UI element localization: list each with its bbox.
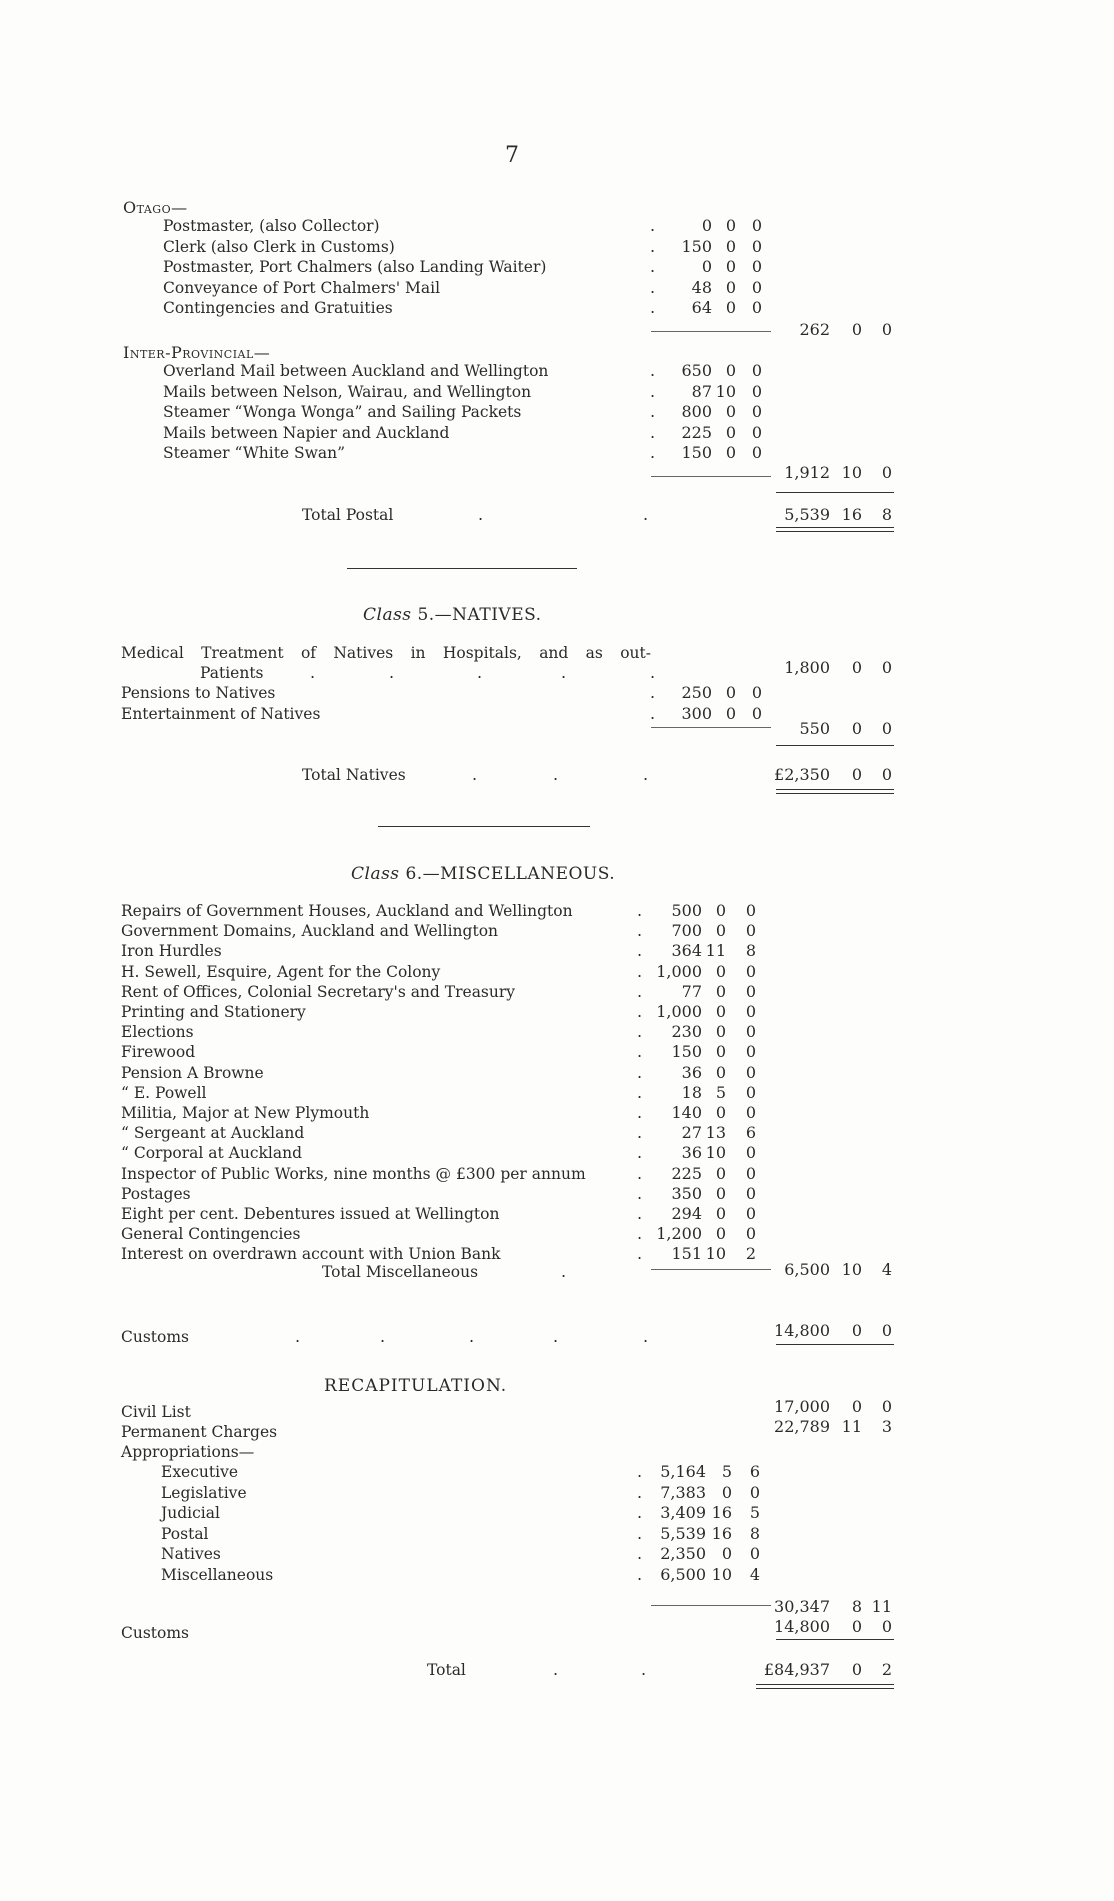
misc-title-rest: 6.—MISCELLANEOUS.: [405, 864, 616, 884]
row-pence: 0: [749, 1482, 760, 1502]
leader-dot: .: [637, 901, 643, 920]
row-shillings: 16: [711, 1503, 732, 1522]
inter-provincial-heading: Inter-Provincial—: [123, 343, 271, 362]
natives-rule: [651, 727, 771, 728]
row-pounds: 5,539: [660, 1523, 706, 1543]
natives-medical-d: 0: [881, 658, 892, 677]
row-shillings: 5: [715, 1082, 726, 1102]
recap-appr-total-l: 30,347: [774, 1597, 830, 1616]
row-pence: 8: [749, 1523, 760, 1543]
row-pounds: 36: [681, 1143, 702, 1163]
leader-dot: .: [650, 703, 656, 723]
row-shillings: 0: [715, 1224, 726, 1244]
row-label: Rent of Offices, Colonial Secretary's and Treasury: [121, 982, 516, 1001]
row-pounds: 2,350: [660, 1544, 706, 1563]
row-pence: 0: [751, 443, 762, 462]
row-shillings: 0: [715, 961, 726, 981]
row-label: Postmaster, (also Collector): [163, 217, 380, 235]
recap-total-l: £84,937: [763, 1660, 830, 1679]
leader-dot: .: [637, 941, 643, 961]
row-pence: 0: [751, 683, 762, 702]
row-shillings: 0: [725, 422, 736, 442]
row-shillings: 0: [715, 1022, 726, 1042]
row-pounds: 500: [671, 901, 702, 920]
row-label: Executive: [161, 1463, 239, 1481]
row-pence: 0: [751, 381, 762, 401]
leader-dot: .: [650, 236, 656, 256]
row-label: H. Sewell, Esquire, Agent for the Colony: [121, 962, 441, 981]
row-pence: 0: [745, 1204, 756, 1223]
recap-permanent-s: 11: [841, 1417, 862, 1436]
leader-dot: .: [637, 1103, 643, 1122]
misc-rule: [651, 1269, 771, 1270]
row-label: Pension A Browne: [121, 1063, 264, 1082]
misc-total-l: 6,500: [784, 1260, 830, 1279]
recap-rule: [651, 1605, 771, 1606]
row-pounds: 150: [681, 236, 712, 256]
row-label: “ E. Powell: [121, 1083, 207, 1102]
row-label: Elections: [121, 1023, 194, 1042]
otago-rule: [651, 331, 771, 332]
row-pounds: 294: [671, 1204, 702, 1223]
recap-title: RECAPITULATION.: [324, 1376, 508, 1396]
customs-rule: [776, 1344, 894, 1345]
row-label: Legislative: [161, 1483, 247, 1502]
row-label: Repairs of Government Houses, Auckland and Wellington: [121, 902, 573, 920]
row-pounds: 300: [681, 703, 712, 723]
row-label: Inspector of Public Works, nine months @ £300 per annum: [121, 1164, 586, 1183]
recap-customs-d: 0: [881, 1617, 892, 1636]
row-pounds: 0: [701, 216, 712, 235]
row-shillings: 10: [715, 381, 736, 401]
leader-dot: .: [637, 1123, 643, 1143]
natives-total-d: 0: [881, 765, 892, 784]
leader-dot: .: [650, 402, 656, 421]
misc-total-d: 4: [881, 1260, 892, 1279]
row-shillings: 0: [721, 1482, 732, 1502]
row-label: Printing and Stationery: [121, 1003, 306, 1021]
ip-rule-2: [776, 492, 894, 493]
page-number: 7: [505, 143, 519, 168]
leader-dot: .: [637, 1503, 643, 1522]
row-label: Mails between Nelson, Wairau, and Wellington: [163, 382, 532, 401]
recap-permanent-l: 22,789: [774, 1417, 830, 1436]
row-label: General Contingencies: [121, 1225, 301, 1244]
natives-subtotal-s: 0: [851, 719, 862, 738]
leader-dot: .: [637, 1163, 643, 1183]
ip-subtotal-s: 10: [841, 463, 862, 482]
row-label: Firewood: [121, 1043, 196, 1062]
row-label: Eight per cent. Debentures issued at Wellington: [121, 1205, 500, 1223]
row-label: Miscellaneous: [161, 1565, 274, 1584]
row-shillings: 10: [711, 1564, 732, 1584]
row-pounds: 700: [671, 921, 702, 941]
otago-heading: Otago—: [123, 198, 188, 217]
row-pence: 0: [745, 1143, 756, 1163]
row-pence: 0: [745, 1062, 756, 1082]
customs-s: 0: [851, 1321, 862, 1340]
row-shillings: 10: [705, 1143, 726, 1163]
recap-customs-s: 0: [851, 1617, 862, 1636]
total-postal-l: 5,539: [784, 505, 830, 524]
row-label: Entertainment of Natives: [121, 704, 321, 723]
ip-subtotal-d: 0: [881, 463, 892, 482]
leader-dot: .: [637, 1002, 643, 1021]
row-pence: 2: [745, 1244, 756, 1264]
row-label: Conveyance of Port Chalmers' Mail: [163, 278, 441, 297]
leader-dot: .: [637, 1462, 643, 1481]
row-label: Contingencies and Gratuities: [163, 299, 393, 317]
customs-label: Customs: [121, 1328, 190, 1346]
row-pounds: 1,000: [656, 1002, 702, 1021]
row-shillings: 0: [715, 1062, 726, 1082]
leader-dot: .: [637, 1143, 643, 1163]
row-pence: 0: [751, 298, 762, 317]
row-pence: 0: [745, 901, 756, 920]
row-pounds: 48: [691, 277, 712, 297]
row-pence: 0: [751, 216, 762, 235]
row-pounds: 36: [681, 1062, 702, 1082]
row-pence: 0: [751, 277, 762, 297]
row-pence: 0: [751, 361, 762, 380]
row-shillings: 0: [725, 683, 736, 702]
row-label: Postages: [121, 1184, 191, 1203]
row-pence: 6: [749, 1462, 760, 1481]
natives-title-italic: Class: [363, 605, 412, 625]
recap-appropriations-label: Appropriations—: [121, 1443, 255, 1461]
row-pence: 5: [749, 1503, 760, 1522]
row-pounds: 364: [671, 941, 702, 961]
row-pence: 8: [745, 941, 756, 961]
misc-total-s: 10: [841, 1260, 862, 1279]
row-pence: 0: [745, 921, 756, 941]
leader-dot: .: [637, 1022, 643, 1042]
row-pounds: 225: [681, 422, 712, 442]
row-shillings: 0: [725, 443, 736, 462]
row-shillings: 0: [725, 236, 736, 256]
natives-subtotal-d: 0: [881, 719, 892, 738]
leader-dot: .: [637, 1204, 643, 1223]
row-label: Overland Mail between Auckland and Wellington: [163, 362, 549, 380]
leader-dot: .: [637, 1544, 643, 1563]
row-label: Interest on overdrawn account with Union Bank: [121, 1245, 501, 1264]
row-pounds: 350: [671, 1183, 702, 1203]
natives-total-double-rule: [776, 789, 894, 794]
recap-total-label: Total: [427, 1661, 466, 1679]
row-shillings: 0: [725, 361, 736, 380]
row-pence: 0: [745, 1103, 756, 1122]
row-pounds: 800: [681, 402, 712, 421]
natives-total-label: Total Natives: [302, 766, 406, 784]
leader-dot: .: [637, 1224, 643, 1244]
total-postal-label: Total Postal: [302, 506, 394, 524]
natives-medical-s: 0: [851, 658, 862, 677]
leader-dot: .: [637, 1482, 643, 1502]
recap-permanent-label: Permanent Charges: [121, 1423, 278, 1441]
row-shillings: 0: [715, 901, 726, 920]
row-pounds: 1,000: [656, 961, 702, 981]
row-shillings: 0: [715, 981, 726, 1001]
row-label: Postmaster, Port Chalmers (also Landing Waiter): [163, 258, 547, 276]
leader-dot: .: [650, 361, 656, 380]
recap-customs-label: Customs: [121, 1624, 190, 1642]
row-pence: 4: [749, 1564, 760, 1584]
row-pounds: 140: [671, 1103, 702, 1122]
row-pounds: 150: [681, 443, 712, 462]
row-pounds: 1,200: [656, 1224, 702, 1244]
misc-title: [351, 864, 615, 884]
section-separator-2: [378, 826, 590, 827]
row-pounds: 650: [681, 361, 712, 380]
row-label: Postal: [161, 1524, 209, 1543]
recap-civil-list-s: 0: [851, 1397, 862, 1416]
leader-dot: .: [637, 1244, 643, 1264]
row-pence: 0: [745, 981, 756, 1001]
row-pence: 0: [745, 1224, 756, 1244]
row-pounds: 27: [681, 1123, 702, 1143]
misc-title-italic: Class: [351, 864, 400, 884]
row-pounds: 87: [691, 381, 712, 401]
inter-provincial-rule: [651, 476, 771, 477]
recap-total-d: 2: [881, 1660, 892, 1679]
row-shillings: 0: [725, 703, 736, 723]
row-shillings: 0: [725, 216, 736, 235]
natives-medical-line2: Patients: [200, 664, 264, 682]
row-label: “ Corporal at Auckland: [121, 1144, 302, 1163]
row-label: Iron Hurdles: [121, 942, 222, 961]
row-shillings: 0: [715, 1204, 726, 1223]
leader-dot: .: [637, 1523, 643, 1543]
leader-dot: .: [650, 443, 656, 462]
total-postal-s: 16: [841, 505, 862, 524]
row-pence: 0: [745, 1183, 756, 1203]
natives-medical-l: 1,800: [784, 658, 830, 677]
recap-total-double-rule: [756, 1684, 894, 1689]
leader-dot: .: [637, 1042, 643, 1062]
leader-dot: .: [650, 277, 656, 297]
row-pence: 0: [745, 1042, 756, 1062]
natives-title-rest: 5.—NATIVES.: [417, 605, 542, 625]
row-pence: 0: [751, 402, 762, 421]
row-pence: 6: [745, 1123, 756, 1143]
row-shillings: 0: [725, 298, 736, 317]
recap-total-s: 0: [851, 1660, 862, 1679]
row-pounds: 5,164: [660, 1462, 706, 1481]
recap-appr-total-d: 11: [871, 1597, 892, 1616]
row-shillings: 0: [715, 921, 726, 941]
row-shillings: 0: [715, 1103, 726, 1122]
natives-rule-2: [776, 745, 894, 746]
total-postal-d: 8: [881, 505, 892, 524]
recap-civil-list-l: 17,000: [774, 1397, 830, 1416]
row-pence: 0: [749, 1544, 760, 1563]
row-label: Steamer “Wonga Wonga” and Sailing Packets: [163, 403, 522, 421]
total-postal-double-rule: [776, 527, 894, 532]
row-pence: 0: [745, 1002, 756, 1021]
row-shillings: 0: [721, 1544, 732, 1563]
row-pence: 0: [751, 257, 762, 276]
row-pounds: 18: [681, 1082, 702, 1102]
row-label: Clerk (also Clerk in Customs): [163, 237, 395, 256]
row-pounds: 77: [681, 981, 702, 1001]
row-shillings: 0: [715, 1183, 726, 1203]
natives-total-s: 0: [851, 765, 862, 784]
row-pence: 0: [751, 703, 762, 723]
row-shillings: 0: [725, 257, 736, 276]
row-label: “ Sergeant at Auckland: [121, 1124, 305, 1143]
leader-dot: .: [478, 505, 484, 524]
leader-dot: .: [637, 1564, 643, 1584]
row-pence: 0: [745, 961, 756, 981]
customs-d: 0: [881, 1321, 892, 1340]
row-pence: 0: [745, 1082, 756, 1102]
leader-dot: .: [643, 505, 649, 524]
natives-total-l: £2,350: [774, 765, 830, 784]
natives-title: [363, 605, 542, 625]
row-shillings: 0: [725, 277, 736, 297]
row-shillings: 13: [705, 1123, 726, 1143]
recap-appr-total-s: 8: [851, 1597, 862, 1616]
leader-dot: .: [637, 1082, 643, 1102]
recap-customs-rule: [776, 1639, 894, 1640]
row-pounds: 225: [671, 1163, 702, 1183]
row-pounds: 3,409: [660, 1503, 706, 1522]
section-separator: [347, 568, 577, 569]
recap-customs-l: 14,800: [774, 1617, 830, 1636]
row-pounds: 230: [671, 1022, 702, 1042]
row-pence: 0: [751, 422, 762, 442]
row-pounds: 250: [681, 683, 712, 702]
otago-subtotal-l: 262: [799, 320, 830, 339]
recap-permanent-d: 3: [881, 1417, 892, 1436]
row-pence: 0: [751, 236, 762, 256]
row-shillings: 0: [715, 1002, 726, 1021]
row-pounds: 64: [691, 298, 712, 317]
row-label: Natives: [161, 1545, 221, 1563]
row-pounds: 7,383: [660, 1482, 706, 1502]
row-shillings: 5: [721, 1462, 732, 1481]
recap-civil-list-label: Civil List: [121, 1403, 191, 1421]
row-shillings: 0: [725, 402, 736, 421]
row-label: Mails between Napier and Auckland: [163, 423, 450, 442]
row-label: Government Domains, Auckland and Wellington: [121, 922, 499, 941]
row-label: Judicial: [161, 1504, 220, 1522]
row-label: Steamer “White Swan”: [163, 444, 346, 462]
leader-dot: .: [637, 921, 643, 941]
row-shillings: 16: [711, 1523, 732, 1543]
row-shillings: 11: [705, 941, 726, 961]
row-shillings: 0: [715, 1163, 726, 1183]
natives-medical-line1: Medical Treatment of Natives in Hospitals, and as out-: [121, 644, 651, 662]
ip-subtotal-l: 1,912: [784, 463, 830, 482]
row-pounds: 150: [671, 1042, 702, 1062]
row-shillings: 10: [705, 1244, 726, 1264]
row-pence: 0: [745, 1163, 756, 1183]
row-label: Militia, Major at New Plymouth: [121, 1104, 370, 1122]
recap-civil-list-d: 0: [881, 1397, 892, 1416]
otago-subtotal-s: 0: [851, 320, 862, 339]
leader-dot: .: [650, 381, 656, 401]
leader-dot: .: [637, 981, 643, 1001]
leader-dot: .: [650, 216, 656, 235]
customs-l: 14,800: [774, 1321, 830, 1340]
row-label: Pensions to Natives: [121, 684, 276, 702]
leader-dot: .: [650, 257, 656, 276]
leader-dot: .: [650, 298, 656, 317]
leader-dot: .: [650, 683, 656, 702]
row-pounds: 0: [701, 257, 712, 276]
row-pounds: 151: [671, 1244, 702, 1264]
otago-subtotal-d: 0: [881, 320, 892, 339]
leader-dot: .: [637, 1062, 643, 1082]
leader-dot: .: [637, 1183, 643, 1203]
leader-dot: .: [650, 422, 656, 442]
row-shillings: 0: [715, 1042, 726, 1062]
misc-total-label: Total Miscellaneous: [322, 1263, 479, 1281]
leader-dot: .: [637, 961, 643, 981]
row-pounds: 6,500: [660, 1564, 706, 1584]
natives-subtotal-l: 550: [799, 719, 830, 738]
row-pence: 0: [745, 1022, 756, 1042]
